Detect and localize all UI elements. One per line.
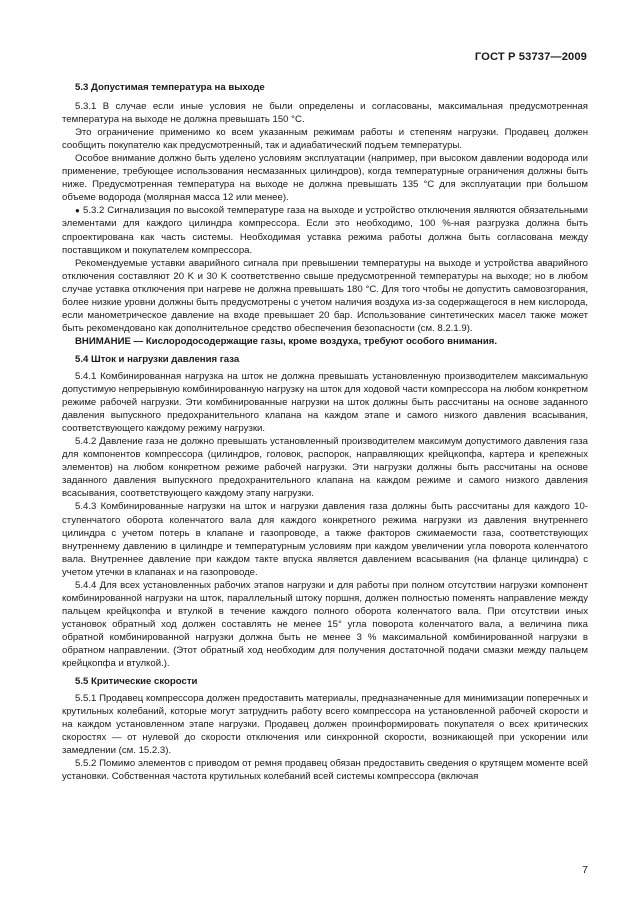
paragraph-5-4-1: 5.4.1 Комбинированная нагрузка на шток не должна превышать установленную производителем максимальную допустимую непрерывную комбинированную нагрузку на шток для ходовой части компрессора на любом конкретном режиме рабочей нагрузки. Эти комбинированные нагрузки на шток должны быть рассчитаны на основе заданного давления выпускного предохранительного клапана на каждом этапе и самого низкого давления всасывания, соответствующего каждому режиму нагрузки.: [62, 370, 588, 435]
page-content: [62, 81, 588, 783]
section-5-3-title: 5.3 Допустимая температура на выходе: [75, 82, 265, 93]
section-5-4-title: 5.4 Шток и нагрузки давления газа: [75, 353, 240, 365]
paragraph-5-3-2: [62, 204, 588, 256]
paragraph-5-4-4: 5.4.4 Для всех установленных рабочих этапов нагрузки и для работы при полном отсутствии нагрузки компонент комбинированной нагрузки на шток, параллельный штоку поршня, должен полностью поменять направление между пальцем крейцкопфа и втулкой в течение каждого полного оборота коленчатого вала. При отсутствии иных установок обратный ход должен составлять не менее 15° угла поворота коленчатого вала, а величина пика обратной комбинированной нагрузки должна быть не менее 3 % максимальной комбинированной нагрузки в обратном направлении. (Этот обратный ход необходим для получения достаточной подачи смазки между пальцем крейцкопфа и втулкой.).: [62, 579, 588, 670]
standard-header: ГОСТ Р 53737—2009: [474, 51, 587, 63]
paragraph-5-3-2-text: 5.3.2 Сигнализация по высокой температуре газа на выходе и устройство отключения являются обязательными элементами для каждого цилиндра компрессора. Если это необходимо, 100 %-ная разгрузка должна быть спроектирована как часть системы. Необходимая уставка режима работы должна быть согласована между поставщиком и покупателем компрессора.: [62, 205, 588, 256]
paragraph-5-4-3: 5.4.3 Комбинированные нагрузки на шток и нагрузки давления газа должны быть рассчитаны для каждого 10-ступенчатого оборота коленчатого вала для каждого конкретного режима нагрузки из давления внутреннего цилиндра с учетом потерь в клапане и газопроводе, а также факторов сжимаемости газа, соответствующих внутреннему давлению в цилиндре и температурным условиям при каждом увеличении угла поворота коленчатого вала. Внутреннее давление при каждом такте впуска является давлением всасывания (на фланце цилиндра) с учетом утечки в клапанах и на газопроводе.: [62, 501, 588, 578]
bullet-icon: ●: [75, 206, 81, 216]
paragraph-5-5-1: 5.5.1 Продавец компрессора должен предоставить материалы, предназначенные для минимизации поперечных и крутильных колебаний, которые могут затруднить работу всего компрессора на установленной рабочей скорости и на каждом установленном этапе нагрузки. Продавец должен проинформировать покупателя о всех критических скоростях — от нулевой до скорости отключения или синхронной скорости, возникающей при ускорении или замедлении (см. 15.2.3).: [62, 693, 588, 757]
paragraph-5-3-1-cont: Это ограничение применимо ко всем указанным режимам работы и степеням нагрузки. Продавец должен сообщить покупателю как предусмотренный, так и адиабатический подъем температуры.: [62, 127, 588, 152]
warning-note: ВНИМАНИЕ — Кислородосодержащие газы, кроме воздуха, требуют особого внимания.: [75, 335, 497, 347]
paragraph-5-3-2-setpoints: Рекомендуемые уставки аварийного сигнала при превышении температуры на выходе и устройства аварийного отключения составляют 20 K и 30 K соответственно свыше предусмотренной температуры на выходе; но в любом случае уставка отключения при нагреве не должна превышать 180 °С. Для того чтобы не допустить самовозгорания, более низкие уровни должны быть предусмотрены с учетом наличия воздуха из-за содержащегося в нем кислорода, если манометрическое давление на входе превышает 20 бар. Использование синтетических масел также может быть рекомендовано как дополнительное средство обеспечения безопасности (см. 8.2.1.9).: [62, 257, 588, 334]
paragraph-5-5-2: 5.5.2 Помимо элементов с приводом от ремня продавец обязан предоставить сведения о крутящем моменте всей установки. Собственная частота крутильных колебаний всей системы компрессора (включая: [62, 758, 588, 783]
page-number: 7: [582, 864, 588, 876]
section-5-5-title: 5.5 Критические скорости: [75, 676, 198, 688]
paragraph-5-3-1: 5.3.1 В случае если иные условия не были определены и согласованы, максимальная предусмотренная температура на выходе не должна превышать 150 °С.: [62, 101, 588, 126]
paragraph-5-4-2: 5.4.2 Давление газа не должно превышать установленный производителем максимум допустимого давления газа для компонентов компрессора (цилиндров, головок, распорок, направляющих крейцкопфа, картера и крепежных элементов) на любом конкретном режиме рабочей нагрузки. Эти нагрузки должны быть рассчитаны на основе заданного давления выпускного предохранительного клапана на каждом режиме и самого низкого давления всасывания, соответствующего каждому этапу нагрузки.: [62, 436, 588, 500]
paragraph-5-3-1-note: Особое внимание должно быть уделено условиям эксплуатации (например, при высоком давлении водорода или применение, требующее использования несмазанных цилиндров), когда температурные ограничения должны быть ниже. Предусмотренная температура на выходе не должна превышать 135 °С для эксплуатации при большом объеме водорода (молярная масса 12 или менее).: [62, 153, 588, 204]
